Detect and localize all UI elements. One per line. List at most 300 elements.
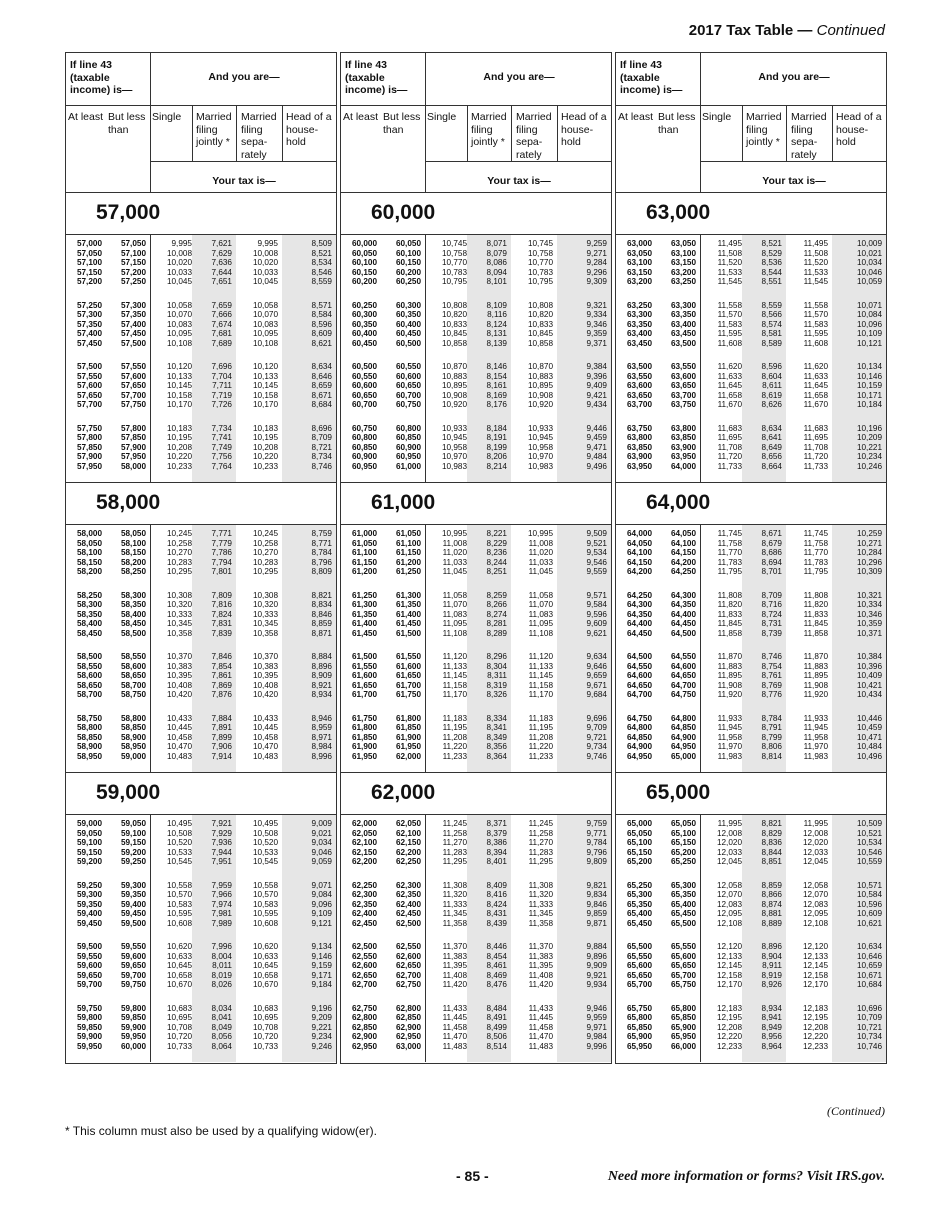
header-divider — [425, 53, 426, 193]
table-cell: 12,195 — [716, 1013, 742, 1023]
table-row — [616, 362, 886, 372]
table-cell: 11,145 — [528, 671, 553, 681]
table-cell: 8,771 — [311, 538, 332, 548]
table-row — [66, 857, 336, 867]
table-row — [341, 424, 611, 434]
table-cell: 59,300 — [120, 880, 146, 890]
table-cell: 11,908 — [803, 680, 828, 690]
table-cell: 8,551 — [761, 277, 782, 287]
table-cell: 59,000 — [120, 751, 146, 761]
if-line-header: If line 43 (taxable income) is— — [620, 59, 683, 96]
table-cell: 57,050 — [76, 248, 102, 258]
table-cell: 59,250 — [120, 857, 146, 867]
table-cell: 62,850 — [395, 1013, 421, 1023]
table-cell: 7,831 — [211, 619, 232, 629]
table-row — [66, 277, 336, 287]
table-cell: 9,596 — [586, 609, 607, 619]
table-row — [616, 443, 886, 453]
row-group — [341, 881, 611, 929]
table-cell: 11,358 — [528, 918, 553, 928]
band-body — [616, 815, 886, 1062]
table-cell: 10,284 — [856, 548, 882, 558]
table-cell: 60,150 — [351, 267, 377, 277]
table-cell: 8,326 — [486, 690, 507, 700]
table-cell: 64,100 — [626, 548, 652, 558]
band-title-text: 65,000 — [646, 781, 711, 804]
table-cell: 10,359 — [856, 619, 882, 629]
table-cell: 11,920 — [803, 690, 828, 700]
table-cell: 11,520 — [803, 258, 828, 268]
table-cell: 10,620 — [166, 942, 192, 951]
table-cell: 8,896 — [761, 942, 782, 951]
table-header — [66, 53, 336, 193]
table-cell: 62,950 — [395, 1032, 421, 1042]
table-cell: 10,995 — [527, 529, 553, 538]
column-header-married-separately: Married filing sepa- rately — [791, 111, 827, 161]
table-cell: 7,794 — [211, 557, 232, 567]
table-cell: 8,521 — [311, 248, 332, 258]
table-cell: 11,870 — [803, 652, 828, 661]
table-cell: 8,334 — [486, 713, 507, 723]
table-cell: 57,150 — [76, 267, 102, 277]
table-cell: 64,750 — [670, 690, 696, 700]
table-cell: 11,758 — [717, 538, 742, 548]
table-cell: 8,799 — [761, 732, 782, 742]
table-cell: 61,750 — [395, 690, 421, 700]
table-cell: 11,183 — [528, 713, 553, 723]
row-group — [616, 591, 886, 639]
table-cell: 8,909 — [311, 671, 332, 681]
table-cell: 8,769 — [761, 680, 782, 690]
table-cell: 57,350 — [120, 310, 146, 320]
table-cell: 8,656 — [761, 452, 782, 462]
table-cell: 62,200 — [351, 857, 377, 867]
table-row — [341, 339, 611, 349]
table-cell: 58,800 — [120, 713, 146, 723]
table-cell: 60,550 — [351, 371, 377, 381]
table-row — [66, 462, 336, 472]
table-cell: 10,158 — [252, 390, 278, 400]
table-cell: 59,600 — [76, 961, 102, 971]
table-cell: 8,679 — [761, 538, 782, 548]
table-cell: 62,200 — [395, 847, 421, 857]
table-cell: 9,396 — [586, 371, 607, 381]
row-group — [341, 714, 611, 762]
table-cell: 11,008 — [442, 538, 467, 548]
table-cell: 63,900 — [670, 442, 696, 452]
table-cell: 8,371 — [486, 819, 507, 828]
table-row — [616, 1023, 886, 1033]
table-cell: 9,034 — [311, 838, 332, 848]
table-cell: 11,883 — [717, 661, 742, 671]
table-cell: 60,950 — [395, 452, 421, 462]
table-cell: 8,659 — [311, 381, 332, 391]
table-cell: 10,584 — [856, 890, 882, 900]
table-row — [341, 258, 611, 268]
table-cell: 7,974 — [211, 899, 232, 909]
table-cell: 65,950 — [626, 1041, 652, 1051]
table-cell: 11,333 — [442, 899, 467, 909]
table-row — [341, 600, 611, 610]
table-cell: 10,371 — [856, 628, 882, 638]
table-cell: 7,689 — [211, 338, 232, 348]
table-cell: 63,150 — [626, 267, 652, 277]
table-cell: 63,300 — [626, 310, 652, 320]
table-cell: 57,250 — [76, 300, 102, 310]
table-cell: 59,850 — [120, 1013, 146, 1023]
table-cell: 57,050 — [120, 239, 146, 248]
table-cell: 11,583 — [717, 319, 742, 329]
if-line-header: If line 43 (taxable income) is— — [70, 59, 133, 96]
table-cell: 9,321 — [586, 300, 607, 310]
table-cell: 10,520 — [166, 838, 192, 848]
table-cell: 11,133 — [442, 661, 467, 671]
table-cell: 8,851 — [761, 857, 782, 867]
table-cell: 10,358 — [166, 628, 192, 638]
row-group — [66, 881, 336, 929]
page-title-text: 2017 Tax Table — [688, 22, 794, 39]
table-cell: 64,000 — [670, 461, 696, 471]
table-cell: 11,670 — [717, 400, 742, 410]
table-cell: 64,500 — [626, 652, 652, 661]
table-cell: 10,683 — [252, 1003, 278, 1013]
table-cell: 11,095 — [528, 619, 553, 629]
table-cell: 61,900 — [395, 732, 421, 742]
table-cell: 10,420 — [252, 690, 278, 700]
header-divider — [700, 53, 701, 193]
table-cell: 9,634 — [586, 652, 607, 661]
table-row — [66, 372, 336, 382]
table-cell: 65,100 — [626, 838, 652, 848]
table-cell: 8,184 — [486, 423, 507, 433]
table-cell: 57,700 — [76, 400, 102, 410]
table-cell: 58,650 — [120, 671, 146, 681]
table-cell: 10,659 — [856, 961, 882, 971]
table-cell: 10,483 — [166, 751, 192, 761]
table-cell: 59,050 — [76, 828, 102, 838]
table-cell: 10,008 — [166, 248, 192, 258]
table-cell: 10,083 — [166, 319, 192, 329]
table-cell: 65,350 — [626, 899, 652, 909]
income-band — [616, 193, 886, 483]
band-title-text: 58,000 — [96, 491, 161, 514]
table-cell: 63,150 — [670, 258, 696, 268]
table-cell: 8,169 — [486, 390, 507, 400]
page-title-suffix: Continued — [816, 22, 885, 39]
table-cell: 58,650 — [76, 680, 102, 690]
table-cell: 10,695 — [252, 1013, 278, 1023]
table-cell: 9,559 — [586, 567, 607, 577]
table-cell: 8,131 — [486, 329, 507, 339]
table-cell: 58,200 — [76, 567, 102, 577]
table-cell: 10,396 — [856, 661, 882, 671]
table-cell: 58,600 — [120, 661, 146, 671]
table-cell: 57,850 — [76, 442, 102, 452]
table-cell: 10,521 — [856, 828, 882, 838]
row-group — [616, 362, 886, 410]
row-group — [66, 591, 336, 639]
table-cell: 61,950 — [351, 751, 377, 761]
table-cell: 10,570 — [252, 890, 278, 900]
table-cell: 60,000 — [351, 239, 377, 248]
table-cell: 9,646 — [586, 661, 607, 671]
table-cell: 11,020 — [528, 548, 553, 558]
table-cell: 60,500 — [395, 338, 421, 348]
table-cell: 10,196 — [856, 423, 882, 433]
table-cell: 58,400 — [120, 609, 146, 619]
table-cell: 7,959 — [211, 880, 232, 890]
table-cell: 8,534 — [311, 258, 332, 268]
table-cell: 59,900 — [76, 1032, 102, 1042]
table-cell: 64,600 — [670, 661, 696, 671]
table-row — [341, 529, 611, 539]
table-cell: 61,950 — [395, 742, 421, 752]
table-row — [341, 733, 611, 743]
table-cell: 63,850 — [670, 433, 696, 443]
table-cell: 9,921 — [586, 970, 607, 980]
table-row — [616, 909, 886, 919]
table-cell: 7,951 — [211, 857, 232, 867]
table-cell: 11,608 — [803, 338, 828, 348]
table-cell: 8,911 — [762, 961, 782, 971]
table-cell: 57,000 — [76, 239, 102, 248]
table-cell: 8,701 — [761, 567, 782, 577]
table-cell: 10,508 — [252, 828, 278, 838]
table-row — [66, 558, 336, 568]
table-cell: 11,545 — [717, 277, 742, 287]
table-cell: 10,045 — [252, 277, 278, 287]
table-cell: 61,850 — [395, 723, 421, 733]
table-cell: 8,926 — [761, 980, 782, 990]
table-cell: 64,050 — [670, 529, 696, 538]
table-cell: 10,895 — [441, 381, 467, 391]
table-cell: 11,608 — [717, 338, 742, 348]
table-cell: 12,220 — [716, 1032, 742, 1042]
table-row — [616, 961, 886, 971]
table-cell: 10,634 — [856, 942, 882, 951]
table-cell: 11,458 — [442, 1022, 467, 1032]
table-cell: 9,259 — [586, 239, 607, 248]
table-row — [341, 857, 611, 867]
table-cell: 10,021 — [856, 248, 882, 258]
table-cell: 9,421 — [586, 390, 607, 400]
table-cell: 8,949 — [761, 1022, 782, 1032]
table-cell: 10,845 — [527, 329, 553, 339]
table-cell: 7,629 — [211, 248, 232, 258]
table-cell: 59,150 — [120, 838, 146, 848]
band-title-text: 64,000 — [646, 491, 711, 514]
table-cell: 8,589 — [761, 338, 782, 348]
table-cell: 9,846 — [586, 899, 607, 909]
table-cell: 57,300 — [120, 300, 146, 310]
table-cell: 63,800 — [670, 423, 696, 433]
table-cell: 12,158 — [802, 970, 828, 980]
header-divider — [150, 161, 336, 162]
table-cell: 10,245 — [252, 529, 278, 538]
table-cell: 57,850 — [120, 433, 146, 443]
table-cell: 10,770 — [527, 258, 553, 268]
table-cell: 59,050 — [120, 819, 146, 828]
table-row — [66, 400, 336, 410]
table-cell: 62,750 — [351, 1003, 377, 1013]
table-cell: 63,750 — [626, 423, 652, 433]
table-row — [341, 890, 611, 900]
table-cell: 8,836 — [761, 838, 782, 848]
table-row — [66, 610, 336, 620]
table-cell: 62,550 — [395, 942, 421, 951]
table-cell: 7,981 — [211, 909, 232, 919]
table-cell: 12,020 — [802, 838, 828, 848]
table-cell: 7,756 — [211, 452, 232, 462]
table-cell: 9,446 — [586, 423, 607, 433]
row-group — [341, 652, 611, 700]
table-cell: 59,200 — [120, 847, 146, 857]
table-cell: 8,431 — [486, 909, 507, 919]
table-cell: 8,139 — [486, 338, 507, 348]
table-cell: 9,571 — [586, 590, 607, 600]
table-cell: 58,000 — [76, 529, 102, 538]
table-cell: 62,000 — [395, 751, 421, 761]
table-cell: 65,850 — [626, 1022, 652, 1032]
table-cell: 11,945 — [803, 723, 828, 733]
table-row — [616, 339, 886, 349]
table-cell: 10,745 — [441, 239, 467, 248]
table-cell: 57,600 — [76, 381, 102, 391]
table-row — [66, 301, 336, 311]
table-cell: 64,300 — [670, 590, 696, 600]
table-row — [341, 629, 611, 639]
table-cell: 8,386 — [486, 838, 507, 848]
table-cell: 7,944 — [211, 847, 232, 857]
table-cell: 8,476 — [486, 980, 507, 990]
band-title-text: 57,000 — [96, 201, 161, 224]
table-cell: 10,333 — [252, 609, 278, 619]
table-row — [616, 310, 886, 320]
your-tax-is-header: Your tax is— — [487, 175, 551, 187]
table-row — [616, 424, 886, 434]
table-cell: 59,750 — [120, 980, 146, 990]
table-cell: 10,970 — [527, 452, 553, 462]
table-row — [66, 424, 336, 434]
table-cell: 11,820 — [803, 600, 828, 610]
footnote: * This column must also be used by a qualifying widow(er). — [65, 1124, 377, 1138]
table-cell: 11,370 — [528, 942, 553, 951]
table-cell: 10,733 — [252, 1041, 278, 1051]
table-row — [66, 600, 336, 610]
table-row — [341, 268, 611, 278]
table-cell: 10,270 — [166, 548, 192, 558]
table-cell: 8,484 — [486, 1003, 507, 1013]
table-cell: 8,821 — [761, 819, 782, 828]
table-cell: 7,936 — [211, 838, 232, 848]
table-cell: 59,800 — [120, 1003, 146, 1013]
table-cell: 11,770 — [803, 548, 828, 558]
table-cell: 11,720 — [803, 452, 828, 462]
table-cell: 10,570 — [166, 890, 192, 900]
table-cell: 11,033 — [528, 557, 553, 567]
table-cell: 62,600 — [395, 951, 421, 961]
table-cell: 64,300 — [626, 600, 652, 610]
table-cell: 11,258 — [528, 828, 553, 838]
table-cell: 59,000 — [76, 819, 102, 828]
table-row — [616, 268, 886, 278]
table-row — [341, 452, 611, 462]
table-cell: 64,250 — [670, 567, 696, 577]
table-cell: 58,850 — [120, 723, 146, 733]
table-row — [616, 752, 886, 762]
table-cell: 7,681 — [211, 329, 232, 339]
table-cell: 59,350 — [120, 890, 146, 900]
table-cell: 11,270 — [528, 838, 553, 848]
table-cell: 64,700 — [670, 680, 696, 690]
table-cell: 10,434 — [856, 690, 882, 700]
table-cell: 10,171 — [856, 390, 882, 400]
table-cell: 8,364 — [486, 751, 507, 761]
table-row — [66, 362, 336, 372]
table-cell: 63,400 — [626, 329, 652, 339]
table-row — [66, 1004, 336, 1014]
band-title — [66, 193, 336, 235]
table-cell: 8,964 — [761, 1041, 782, 1051]
column-header-married-jointly: Married filing jointly * — [746, 111, 782, 148]
table-cell: 11,283 — [442, 847, 467, 857]
table-row — [616, 277, 886, 287]
table-cell: 11,833 — [717, 609, 742, 619]
table-row — [341, 362, 611, 372]
table-cell: 64,000 — [626, 529, 652, 538]
row-group — [616, 424, 886, 472]
table-row — [341, 662, 611, 672]
table-cell: 11,508 — [717, 248, 742, 258]
row-group — [66, 239, 336, 287]
table-cell: 10,246 — [856, 461, 882, 471]
table-cell: 57,550 — [120, 362, 146, 371]
table-cell: 12,033 — [716, 847, 742, 857]
table-row — [616, 971, 886, 981]
table-cell: 11,420 — [528, 980, 553, 990]
table-cell: 60,600 — [395, 371, 421, 381]
table-cell: 9,221 — [311, 1022, 332, 1032]
column-header-at-least: At least — [343, 111, 379, 123]
table-row — [616, 980, 886, 990]
table-cell: 8,604 — [761, 371, 782, 381]
table-cell: 10,109 — [856, 329, 882, 339]
irs-link[interactable]: Need more information or forms? Visit IRS.gov. — [607, 1169, 885, 1184]
table-cell: 12,058 — [716, 880, 742, 890]
table-cell: 7,734 — [211, 423, 232, 433]
table-cell: 63,050 — [626, 248, 652, 258]
page-title: 2017 Tax Table — Continued — [688, 22, 885, 39]
band-body — [66, 525, 336, 772]
table-cell: 10,783 — [527, 267, 553, 277]
table-cell: 8,739 — [761, 628, 782, 638]
table-cell: 8,559 — [761, 300, 782, 310]
table-cell: 8,041 — [211, 1013, 232, 1023]
table-row — [616, 239, 886, 249]
table-cell: 61,100 — [395, 538, 421, 548]
band-body — [341, 525, 611, 772]
table-cell: 10,945 — [441, 433, 467, 443]
table-cell: 9,534 — [586, 548, 607, 558]
table-cell: 7,824 — [211, 609, 232, 619]
table-cell: 10,220 — [166, 452, 192, 462]
table-cell: 10,695 — [166, 1013, 192, 1023]
table-cell: 10,496 — [856, 751, 882, 761]
table-row — [616, 838, 886, 848]
table-row — [616, 567, 886, 577]
table-cell: 10,183 — [166, 423, 192, 433]
table-cell: 11,858 — [717, 628, 742, 638]
